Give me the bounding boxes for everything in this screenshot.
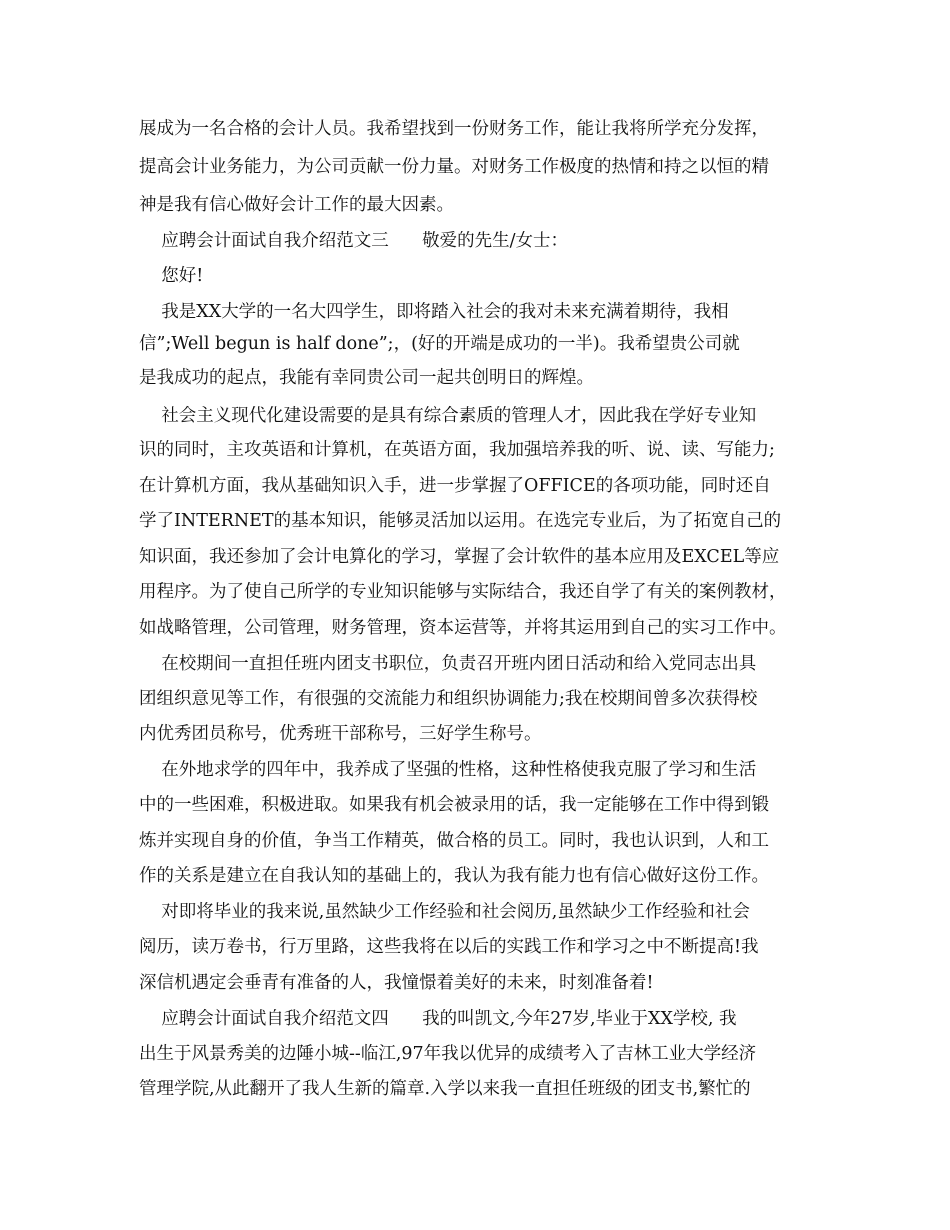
text-line: 在外地求学的四年中，我养成了坚强的性格，这种性格使我克服了学习和生活 [139,760,757,780]
text-line: 在计算机方面，我从基础知识入手，进一步掌握了OFFICE的各项功能，同时还自 [139,476,771,496]
text-line: 社会主义现代化建设需要的是具有综合素质的管理人才，因此我在学好专业知 [139,406,757,426]
text-line: 信”;Well begun is half done”;，(好的开端是成功的一半)。我希望贵公司就 [139,334,740,354]
text-line: 识的同时，主攻英语和计算机，在英语方面，我加强培养我的听、说、读、写能力; [139,440,775,460]
text-line: 内优秀团员称号，优秀班干部称号，三好学生称号。 [139,724,542,744]
text-line: 阅历，读万卷书，行万里路，这些我将在以后的实践工作和学习之中不断提高!我 [139,937,759,957]
text-line: 展成为一名合格的会计人员。我希望找到一份财务工作，能让我将所学充分发挥， [139,119,769,139]
text-line: 管理学院,从此翻开了我人生新的篇章.入学以来我一直担任班级的团支书,繁忙的 [139,1079,751,1099]
text-line: 团组织意见等工作，有很强的交流能力和组织协调能力;我在校期间曾多次获得校 [139,689,758,709]
section-heading-line: 应聘会计面试自我介绍范文四 我的叫凯文,今年27岁,毕业于XX学校, 我 [139,1009,737,1029]
text-line: 知识面，我还参加了会计电算化的学习，掌握了会计软件的基本应用及EXCEL等应 [139,547,780,567]
text-line: 炼并实现自身的价值，争当工作精英，做合格的员工。同时，我也认识到，人和工 [139,831,769,851]
section-heading-line: 应聘会计面试自我介绍范文三 敬爱的先生/女士： [139,231,569,251]
text-line: 在校期间一直担任班内团支书职位，负责召开班内团日活动和给入党同志出具 [139,654,757,674]
text-line: 我是XX大学的一名大四学生，即将踏入社会的我对未来充满着期待，我相 [139,302,729,322]
text-line: 提高会计业务能力，为公司贡献一份力量。对财务工作极度的热情和持之以恒的精 [139,157,769,177]
text-line: 对即将毕业的我来说,虽然缺少工作经验和社会阅历,虽然缺少工作经验和社会 [139,902,750,922]
text-line: 是我成功的起点，我能有幸同贵公司一起共创明日的辉煌。 [139,368,594,388]
text-line: 深信机遇定会垂青有准备的人，我憧憬着美好的未来，时刻准备着! [139,973,654,993]
text-line: 您好! [139,266,204,286]
text-line: 学了INTERNET的基本知识，能够灵活加以运用。在选完专业后，为了拓宽自己的 [139,511,782,531]
text-line: 用程序。为了使自己所学的专业知识能够与实际结合，我还自学了有关的案例教材， [139,582,787,602]
text-line: 出生于风景秀美的边陲小城--临江,97年我以优异的成绩考入了吉林工业大学经济 [139,1044,757,1064]
text-line: 作的关系是建立在自我认知的基础上的，我认为我有能力也有信心做好这份工作。 [139,866,769,886]
text-line: 如战略管理，公司管理，财务管理，资本运营等，并将其运用到自己的实习工作中。 [139,618,787,638]
text-line: 中的一些困难，积极进取。如果我有机会被录用的话，我一定能够在工作中得到锻 [139,795,769,815]
text-line: 神是我有信心做好会计工作的最大因素。 [139,195,454,215]
